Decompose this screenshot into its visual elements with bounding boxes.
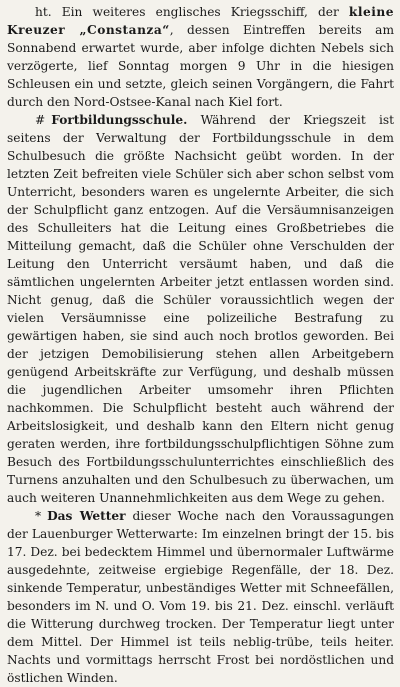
article-fortbildungsschule	[7, 111, 394, 507]
article-wetter-body: dieser Woche nach den Voraussagungen der Lauenburger Wetterwarte: Im einzelnen bringt der 15. bis 17. Dez. bei bedecktem Himmel und übernormaler Luftwärme ausgedehnte, zeitweise ergiebige Regenfälle, der 18. Dez. sinkende Temperatur, unbeständiges Wetter mit Schneefällen, besonders im N. und O. Vom 19. bis 21. Dez. einschl. verläuft die Witterung durchweg trocken. Der Temperatur liegt unter dem Mittel. Der Himmel ist teils neblig-trübe, teils heiter. Nachts und vormittags herrscht Frost bei nordöstlichen und östlichen Winden.	[7, 509, 394, 685]
section-marker: #	[35, 113, 46, 127]
article-fortbildungsschule-headline: Fortbildungsschule.	[51, 113, 188, 127]
article-warship-body: , dessen Eintreffen bereits am Sonnabend erwartet wurde, aber infolge dichten Nebels sich verzögerte, lief Sonntag morgen 9 Uhr in die hiesigen Schleusen ein und setzte, gleich seinen Vorgängern, die Fahrt durch den Nord-Ostsee-Kanal nach Kiel fort.	[7, 23, 394, 109]
article-warship-ship-name: kleine Kreuzer „Constanza“	[7, 5, 394, 37]
article-warship-lead: ht. Ein weiteres englisches Kriegsschiff, der	[35, 5, 349, 19]
article-wetter-headline: Das Wetter	[47, 509, 126, 523]
article-wetter	[7, 507, 394, 687]
article-warship	[7, 3, 394, 111]
article-fortbildungsschule-body: Während der Kriegszeit ist seitens der Verwaltung der Fortbildungsschule in dem Schulbesuch die größte Nachsicht geübt worden. In der letzten Zeit befreiten viele Schüler sich aber schon selbst vom Unterricht, besonders waren es ungelernte Arbeiter, die sich der Schulpflicht ganz entzogen. Auf die Versäumnisanzeigen des Schulleiters hat die Leitung eines Großbetriebes die Mitteilung gemacht, daß die Schüler ohne Verschulden der Leitung den Unterricht versäumt haben, und daß die sämtlichen ungelernten Arbeiter jetzt entlassen worden sind. Nicht genug, daß die Schüler voraussichtlich wegen der vielen Versäumnisse eine polizeiliche Bestrafung zu gewärtigen haben, sie sind auch noch brotlos geworden. Bei der jetzigen Demobilisierung stehen allen Arbeitgebern genügend Arbeitskräfte zur Verfügung, und deshalb müssen die jugendlichen Arbeiter umsomehr ihren Pflichten nachkommen. Die Schulpflicht besteht auch während der Arbeitslosigkeit, und deshalb kann den Eltern nicht genug geraten werden, ihre fortbildungsschulpflichtigen Söhne zum Besuch des Fortbildungsschulunterrichtes einschließlich des Turnens anzuhalten und den Schulbesuch zu überwachen, um auch weiteren Unannehmlichkeiten aus dem Wege zu gehen.	[7, 113, 394, 505]
section-marker: *	[35, 509, 42, 523]
